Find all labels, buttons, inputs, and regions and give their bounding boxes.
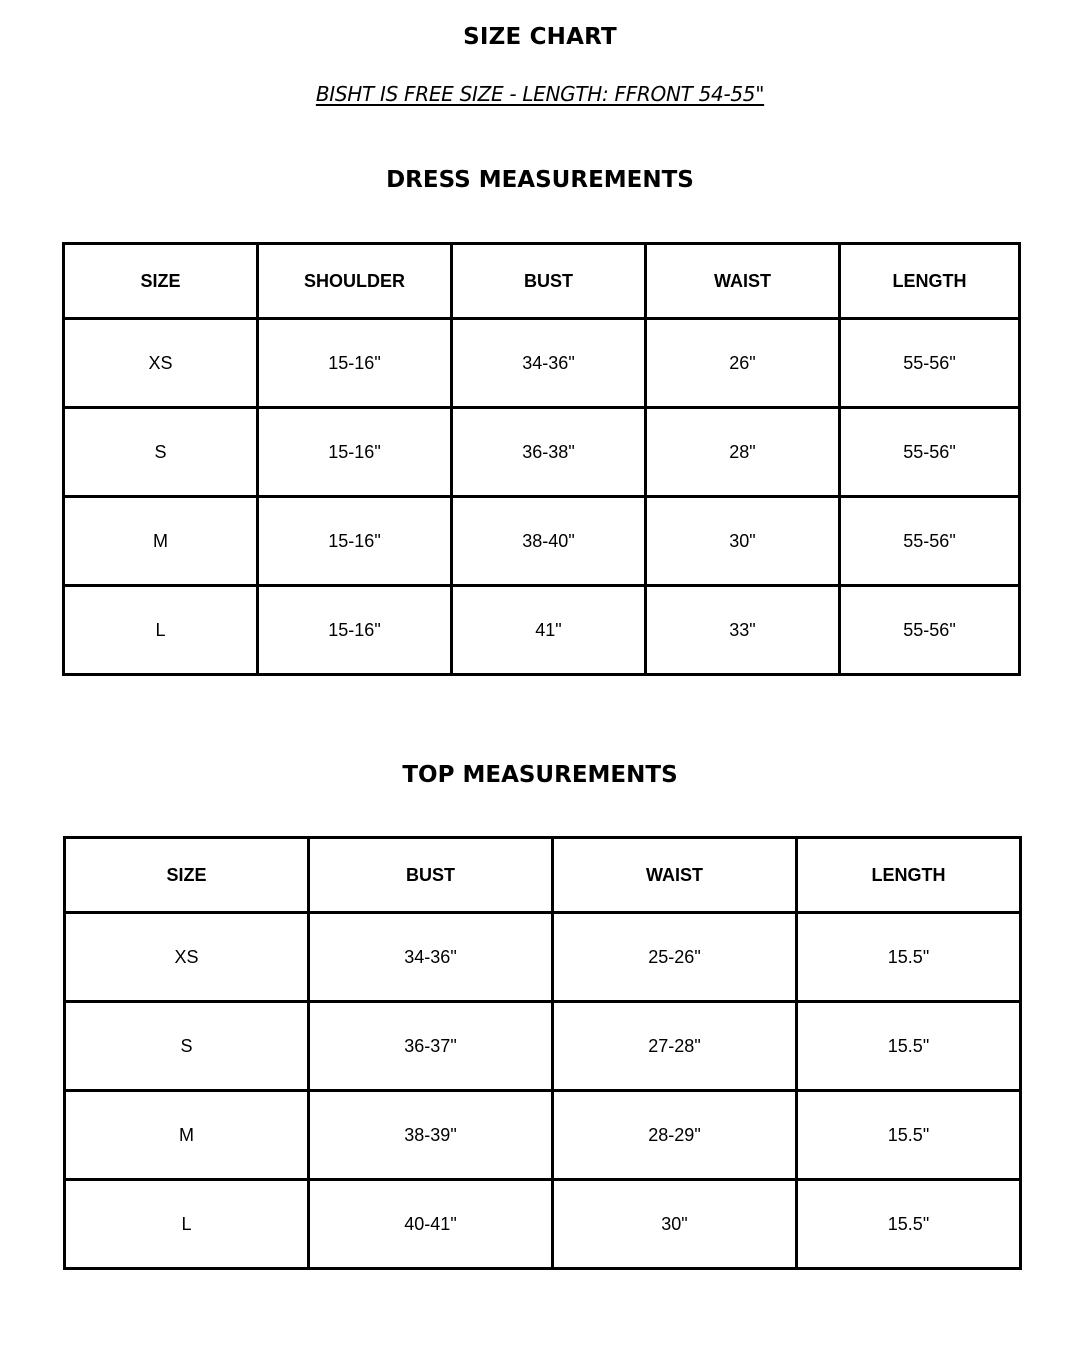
dress-measurements-table <box>62 242 1021 676</box>
column-header: BUST <box>452 244 646 319</box>
table-cell: 15.5" <box>797 1091 1021 1180</box>
table-row <box>65 1002 1021 1091</box>
table-cell: XS <box>64 319 258 408</box>
table-cell: 30" <box>646 497 840 586</box>
table-cell: M <box>64 497 258 586</box>
table-cell: 15-16" <box>258 408 452 497</box>
table-row <box>64 586 1020 675</box>
table-cell: 55-56" <box>840 319 1020 408</box>
table-cell: 25-26" <box>553 913 797 1002</box>
table-cell: S <box>65 1002 309 1091</box>
table-cell: L <box>64 586 258 675</box>
table-cell: 15-16" <box>258 497 452 586</box>
table-cell: 41" <box>452 586 646 675</box>
table-cell: 36-37" <box>309 1002 553 1091</box>
dress-section-heading: DRESS MEASUREMENTS <box>386 167 694 193</box>
table-cell: S <box>64 408 258 497</box>
table-header-row <box>65 838 1021 913</box>
table-cell: 55-56" <box>840 497 1020 586</box>
page-subtitle: BISHT IS FREE SIZE - LENGTH: FFRONT 54-55" <box>315 82 765 106</box>
table-row <box>64 408 1020 497</box>
table-cell: 15-16" <box>258 319 452 408</box>
column-header: SHOULDER <box>258 244 452 319</box>
table-row <box>65 913 1021 1002</box>
table-cell: 36-38" <box>452 408 646 497</box>
table-cell: 15.5" <box>797 913 1021 1002</box>
column-header: LENGTH <box>797 838 1021 913</box>
column-header: WAIST <box>553 838 797 913</box>
table-cell: 34-36" <box>452 319 646 408</box>
table-row <box>65 1180 1021 1269</box>
table-cell: 30" <box>553 1180 797 1269</box>
column-header: SIZE <box>64 244 258 319</box>
table-row <box>64 497 1020 586</box>
column-header: BUST <box>309 838 553 913</box>
column-header: LENGTH <box>840 244 1020 319</box>
table-cell: 33" <box>646 586 840 675</box>
table-cell: XS <box>65 913 309 1002</box>
table-cell: 15.5" <box>797 1180 1021 1269</box>
table-cell: 38-39" <box>309 1091 553 1180</box>
table-cell: 28-29" <box>553 1091 797 1180</box>
table-cell: 40-41" <box>309 1180 553 1269</box>
table-row <box>65 1091 1021 1180</box>
table-cell: 27-28" <box>553 1002 797 1091</box>
table-cell: M <box>65 1091 309 1180</box>
table-cell: 34-36" <box>309 913 553 1002</box>
table-cell: 28" <box>646 408 840 497</box>
column-header: SIZE <box>65 838 309 913</box>
table-cell: 55-56" <box>840 586 1020 675</box>
table-cell: 55-56" <box>840 408 1020 497</box>
table-header-row <box>64 244 1020 319</box>
table-cell: L <box>65 1180 309 1269</box>
column-header: WAIST <box>646 244 840 319</box>
table-cell: 38-40" <box>452 497 646 586</box>
page-title: SIZE CHART <box>463 24 617 50</box>
top-measurements-table <box>63 836 1022 1270</box>
table-row <box>64 319 1020 408</box>
table-cell: 26" <box>646 319 840 408</box>
top-section-heading: TOP MEASUREMENTS <box>402 762 678 788</box>
table-cell: 15.5" <box>797 1002 1021 1091</box>
table-cell: 15-16" <box>258 586 452 675</box>
